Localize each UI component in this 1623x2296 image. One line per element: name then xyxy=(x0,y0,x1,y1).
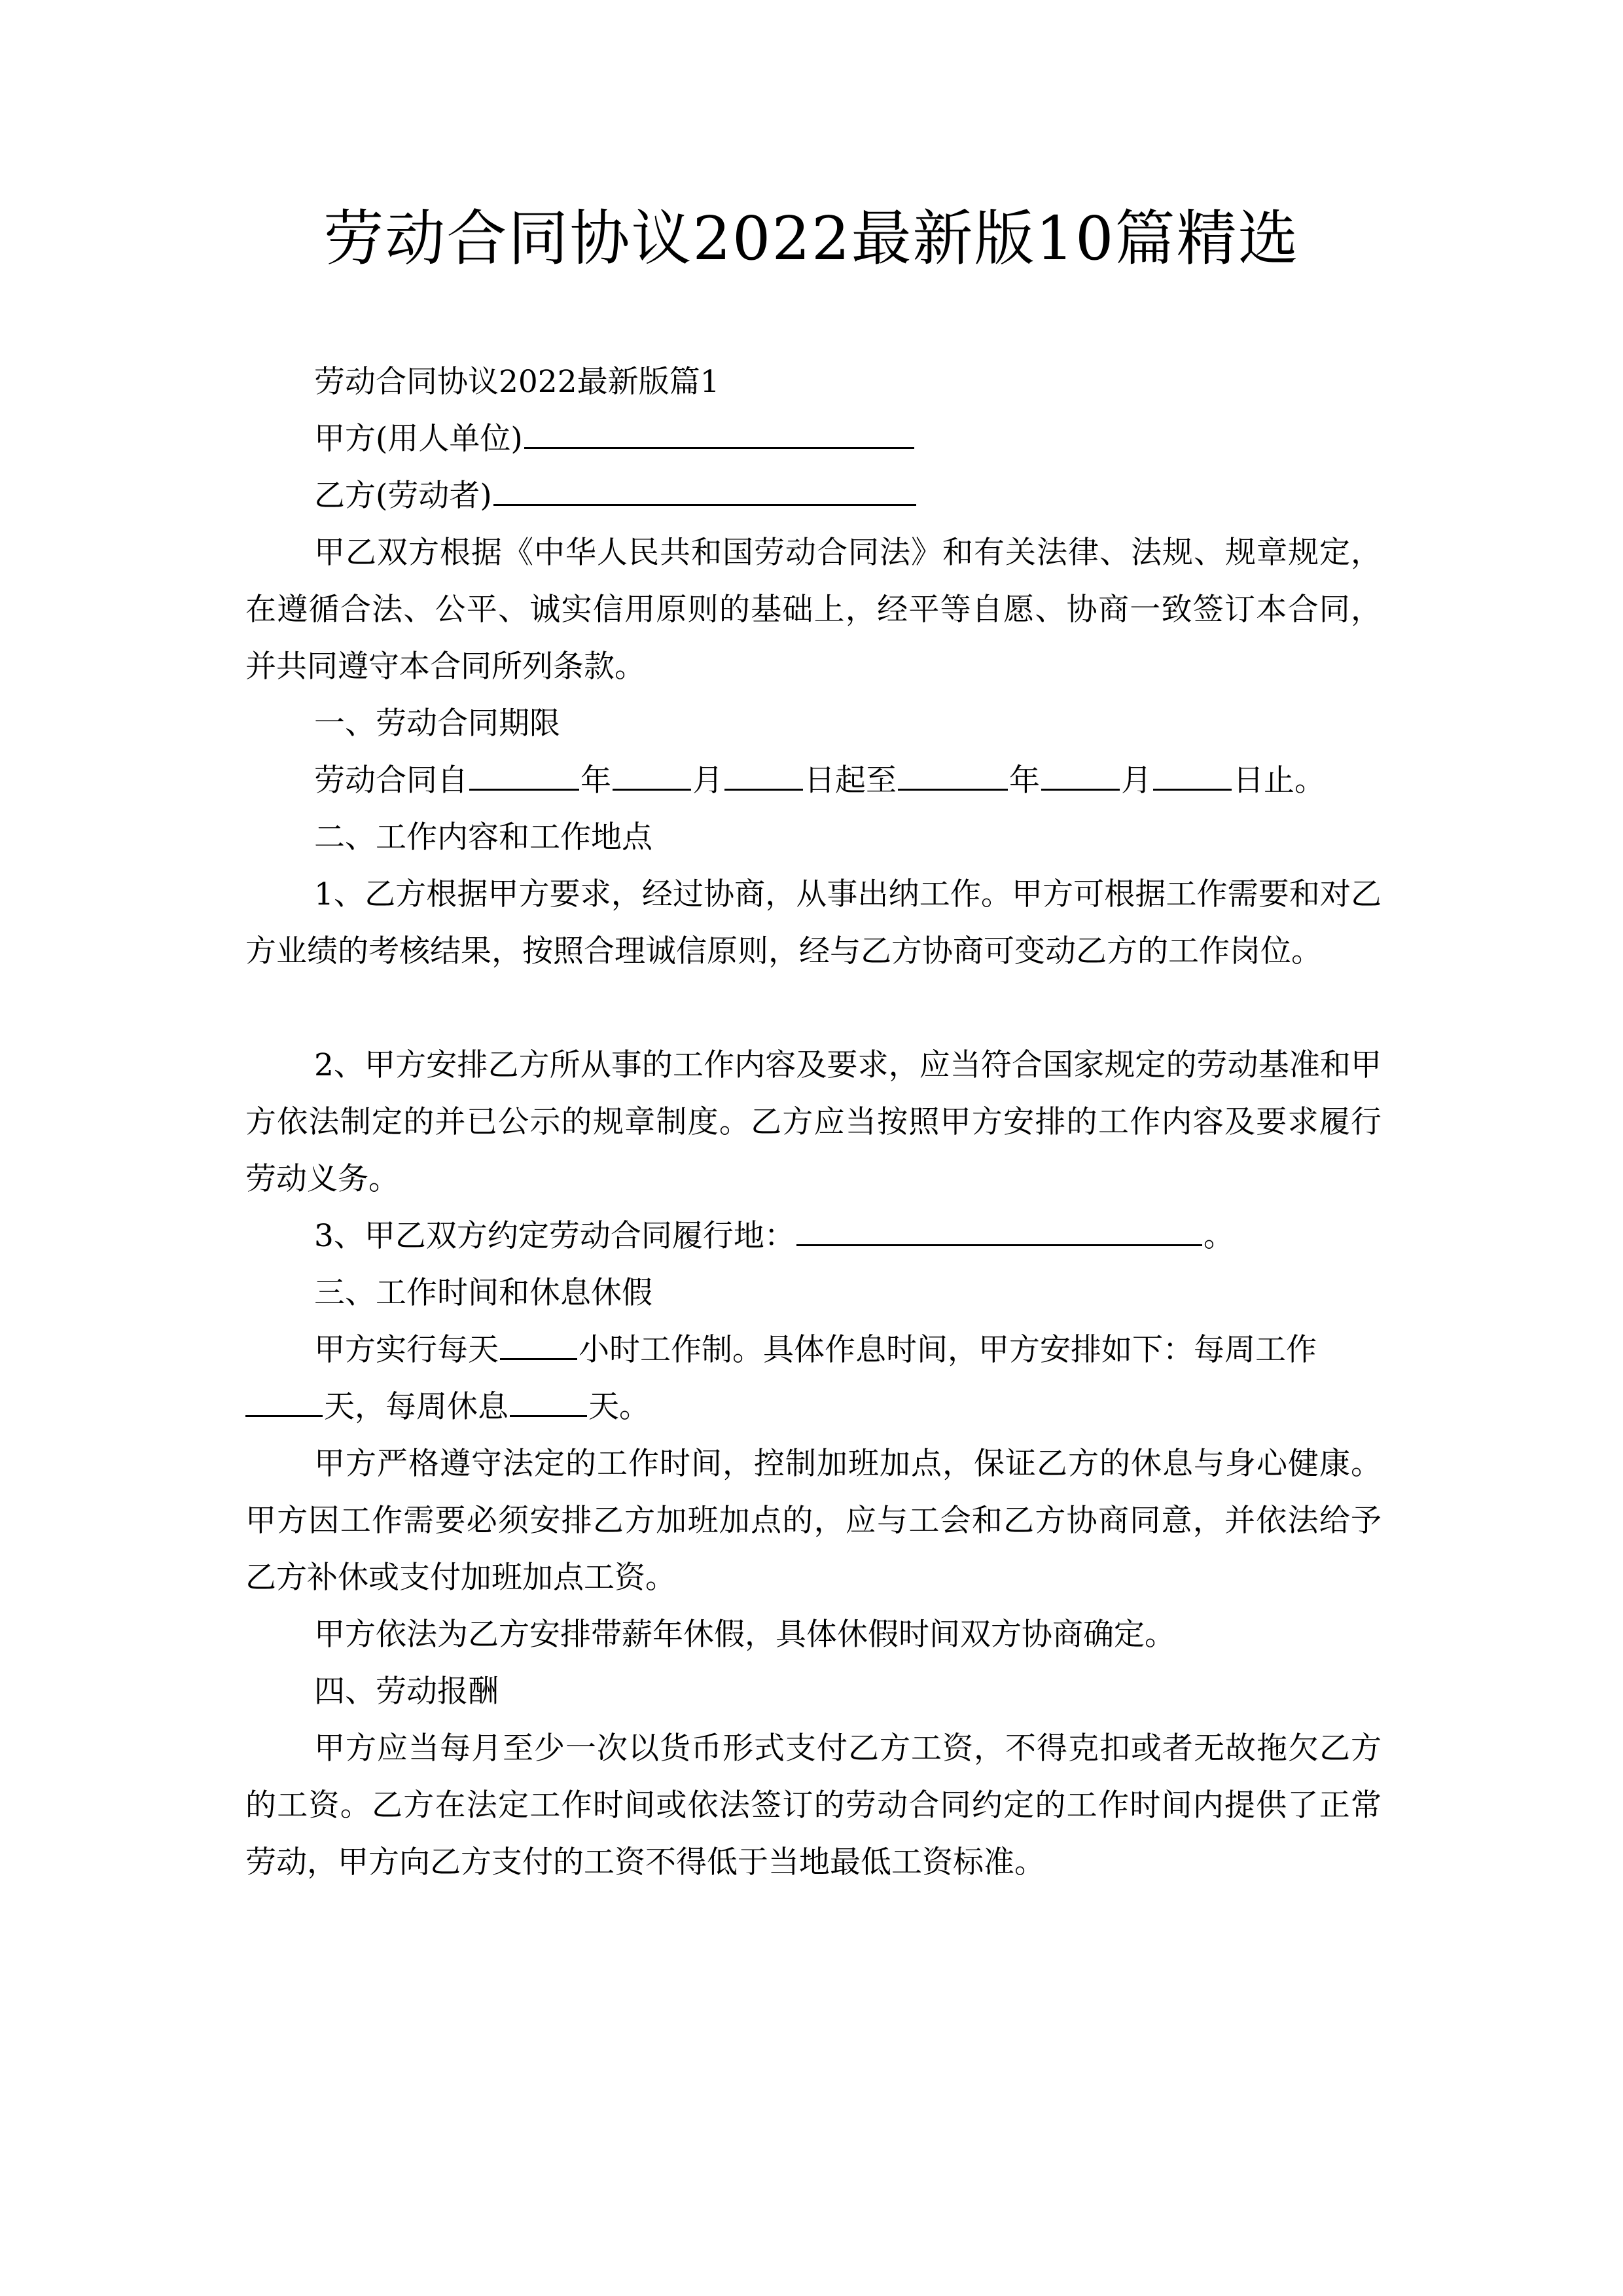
end-month-blank[interactable] xyxy=(1041,755,1120,791)
party-b-label: 乙方(劳动者) xyxy=(314,478,492,514)
section-2-heading: 二、工作内容和工作地点 xyxy=(314,819,652,855)
work-days-blank[interactable] xyxy=(245,1381,323,1417)
intro-paragraph-text: 甲乙双方根据《中华人民共和国劳动合同法》和有关法律、法规、规章规定，在遵循合法、公平、诚实信用原则的基础上，经平等自愿、协商一致签订本合同，并共同遵守本合同所列条款。 xyxy=(245,535,1382,685)
end-day-label: 日止。 xyxy=(1233,762,1325,798)
overtime-paragraph xyxy=(245,1435,1382,1606)
rest-days-label: 天。 xyxy=(588,1389,650,1425)
start-day-label: 日起至 xyxy=(804,762,897,798)
section-2-item-2 xyxy=(245,1037,1382,1208)
section-2-item-2-text: 2、甲方安排乙方所从事的工作内容及要求，应当符合国家规定的劳动基准和甲方依法制定的并已公示的规章制度。乙方应当按照甲方安排的工作内容及要求履行劳动义务。 xyxy=(245,1047,1382,1197)
wage-paragraph xyxy=(245,1720,1382,1891)
wage-paragraph-text: 甲方应当每月至少一次以货币形式支付乙方工资，不得克扣或者无故拖欠乙方的工资。乙方在法定工作时间或依法签订的劳动合同约定的工作时间内提供了正常劳动，甲方向乙方支付的工资不得低于当地最低工资标准。 xyxy=(245,1731,1382,1880)
start-year-label: 年 xyxy=(580,762,611,798)
daily-hours-blank[interactable] xyxy=(500,1324,577,1360)
place-blank[interactable] xyxy=(796,1210,1202,1246)
section-1-heading: 一、劳动合同期限 xyxy=(314,706,560,742)
document-title: 劳动合同协议2022最新版10篇精选 xyxy=(323,204,1300,274)
term-line xyxy=(245,752,1382,809)
end-year-blank[interactable] xyxy=(898,755,1008,791)
hours-line xyxy=(245,1321,1382,1378)
rest-days-blank[interactable] xyxy=(510,1381,587,1417)
start-month-blank[interactable] xyxy=(613,755,691,791)
place-prefix: 3、甲乙双方约定劳动合同履行地： xyxy=(314,1218,795,1254)
start-year-blank[interactable] xyxy=(469,755,579,791)
end-year-label: 年 xyxy=(1009,762,1040,798)
start-day-blank[interactable] xyxy=(724,755,803,791)
start-month-label: 月 xyxy=(692,762,723,798)
party-b-blank[interactable] xyxy=(493,470,916,506)
party-a-blank[interactable] xyxy=(524,413,914,449)
days-line xyxy=(245,1378,1382,1435)
document-body xyxy=(245,353,1382,1891)
section-4-heading: 四、劳动报酬 xyxy=(314,1674,499,1710)
work-days-label: 天，每周休息 xyxy=(324,1389,508,1425)
party-a-line xyxy=(245,410,1382,467)
intro-paragraph xyxy=(245,524,1382,695)
section-heading: 劳动合同协议2022最新版篇1 xyxy=(314,364,720,400)
annual-leave-paragraph xyxy=(245,1606,1382,1663)
overtime-paragraph-text: 甲方严格遵守法定的工作时间，控制加班加点，保证乙方的休息与身心健康。甲方因工作需要必须安排乙方加班加点的，应与工会和乙方协商同意，并依法给予乙方补休或支付加班加点工资。 xyxy=(245,1446,1382,1596)
section-3-heading: 三、工作时间和休息休假 xyxy=(314,1275,652,1311)
term-prefix: 劳动合同自 xyxy=(314,762,468,798)
hours-prefix: 甲方实行每天 xyxy=(314,1332,499,1368)
place-suffix: 。 xyxy=(1203,1218,1234,1254)
end-month-label: 月 xyxy=(1121,762,1152,798)
party-a-label: 甲方(用人单位) xyxy=(314,421,523,457)
section-2-item-1-text: 1、乙方根据甲方要求，经过协商，从事出纳工作。甲方可根据工作需要和对乙方业绩的考核结果，按照合理诚信原则，经与乙方协商可变动乙方的工作岗位。 xyxy=(245,876,1382,969)
end-day-blank[interactable] xyxy=(1153,755,1232,791)
annual-leave-paragraph-text: 甲方依法为乙方安排带薪年休假，具体休假时间双方协商确定。 xyxy=(314,1617,1175,1653)
party-b-line xyxy=(245,467,1382,524)
place-line xyxy=(245,1208,1382,1265)
section-2-item-1 xyxy=(245,866,1382,1037)
hours-mid: 小时工作制。具体作息时间，甲方安排如下：每周工作 xyxy=(579,1332,1317,1368)
